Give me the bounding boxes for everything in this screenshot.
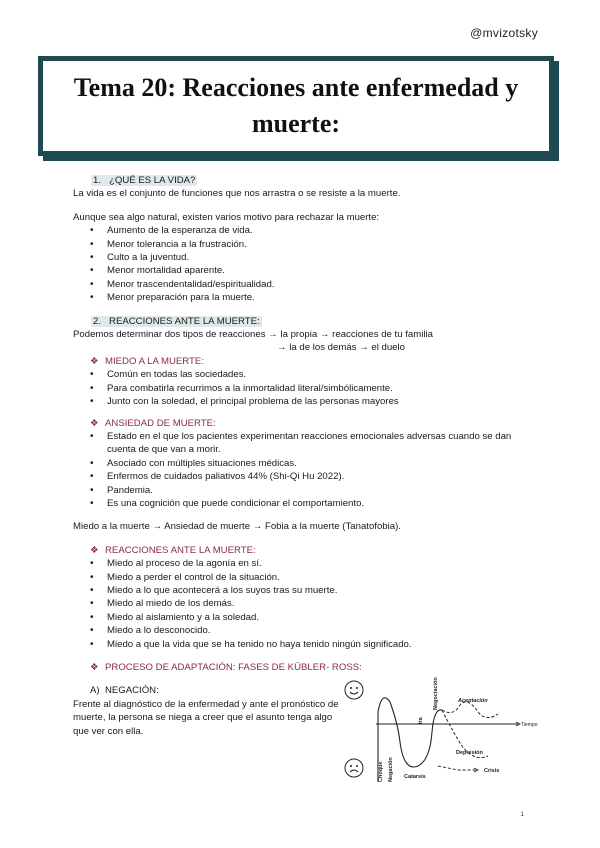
fear-chain: Miedo a la muerte → Ansiedad de muerte → Fobia a la muerte (Tanatofobia). <box>73 521 401 533</box>
proceso-title: PROCESO DE ADAPTACIÓN: FASES DE KÜBLER- ROSS: <box>105 662 362 673</box>
list-item: • Aumento de la esperanza de vida. <box>73 224 533 237</box>
section-2-title: REACCIONES ANTE LA MUERTE: <box>109 315 260 327</box>
miedo-heading <box>73 355 533 368</box>
list-item: • Enfermos de cuidados paliativos 44% (Shi-Qi Hu 2022). <box>73 470 533 483</box>
list-item: • Miedo al miedo de los demás. <box>73 597 533 610</box>
list-item: • Para combatirla recurrimos a la inmortalidad literal/simbólicamente. <box>73 382 533 395</box>
ansiedad-list <box>73 430 533 510</box>
page-title: Tema 20: Reacciones ante enfermedad y muerte: <box>73 73 519 138</box>
section-2-heading <box>91 315 533 328</box>
list-item: • Estado en el que los pacientes experimentan reacciones emocionales adversas cuando se dan cuenta de que van a morir. <box>73 430 533 457</box>
crisis-line <box>438 766 476 770</box>
reacciones-title: REACCIONES ANTE LA MUERTE: <box>105 544 256 556</box>
author-handle: @mvizotsky <box>470 26 538 40</box>
diamond-bullet-icon: ❖ <box>90 417 99 429</box>
list-item: • Miedo al proceso de la agonía en sí. <box>73 557 533 570</box>
negacion-title: NEGACIÓN: <box>104 685 159 697</box>
page-mark: 1 <box>520 812 524 818</box>
section-1-title: ¿QUÉ ES LA VIDA? <box>109 175 196 186</box>
reaction-types-intro: Podemos determinar dos tipos de reacciones → la propia → reacciones de tu familia <box>73 329 433 341</box>
list-item: • Es una cognición que puede condicionar el comportamiento. <box>73 497 533 510</box>
list-item: • Culto a la juventud. <box>73 251 533 264</box>
negacion-text: Frente al diagnóstico de la enfermedad y ante el pronóstico de muerte, la persona se niega a creer que el asunto tenga algo que ver con ella. <box>73 698 339 737</box>
negacion-block <box>73 677 538 783</box>
diagram-label-aceptacion: Aceptación <box>458 698 488 705</box>
document-body <box>73 174 538 783</box>
acceptance-curve <box>442 702 498 718</box>
miedo-title: MIEDO A LA MUERTE: <box>105 355 204 367</box>
diagram-label-negociacion: Negociación <box>433 677 439 711</box>
diagram-label-tiempo: Tiempo <box>521 722 538 729</box>
list-item: • Menor mortalidad aparente. <box>73 264 533 277</box>
diagram-label-ira: Ira <box>418 717 424 725</box>
section-1-heading <box>91 174 533 187</box>
diamond-bullet-icon: ❖ <box>90 544 99 556</box>
list-item: • Común en todas las sociedades. <box>73 368 533 381</box>
diagram-label-choque: Choque <box>378 761 384 783</box>
sad-face-icon <box>345 759 363 777</box>
list-item: • Menor tolerancia a la frustración. <box>73 238 533 251</box>
list-item: • Miedo a lo que acontecerá a los suyos tras su muerte. <box>73 584 533 597</box>
list-item: • Junto con la soledad, el principal problema de las personas mayores <box>73 395 533 408</box>
diagram-label-crisis: Crisis <box>484 768 500 775</box>
happy-face-icon <box>345 681 363 699</box>
list-item: • Menor preparación para la muerte. <box>73 291 533 304</box>
miedo-list <box>73 368 533 408</box>
diagram-label-negacion: Negación <box>388 757 394 783</box>
ansiedad-heading <box>73 417 533 430</box>
life-definition: La vida es el conjunto de funciones que nos arrastra o se resiste a la muerte. <box>73 188 401 200</box>
list-item: • Miedo a lo desconocido. <box>73 624 533 637</box>
list-item: • Pandemia. <box>73 484 533 497</box>
list-item: • Asociado con múltiples situaciones médicas. <box>73 457 533 470</box>
reasons-list <box>73 224 533 304</box>
title-box <box>38 56 554 156</box>
diagram-label-depresion: Depresión <box>456 750 483 757</box>
reacciones-heading <box>73 544 533 557</box>
list-item: • Miedo a perder el control de la situación. <box>73 571 533 584</box>
ansiedad-title: ANSIEDAD DE MUERTE: <box>105 417 216 429</box>
diamond-bullet-icon: ❖ <box>90 662 99 673</box>
section-2-number: 2. <box>93 315 102 327</box>
diagram-label-catarsis: Catarsis <box>404 774 426 781</box>
diamond-bullet-icon: ❖ <box>90 355 99 367</box>
section-1-number: 1. <box>93 175 102 186</box>
list-item: • Miedo a que la vida que se ha tenido no haya tenido ningún significado. <box>73 638 533 651</box>
reaction-types-intro-2: → la de los demás → el duelo <box>277 342 405 354</box>
kubler-ross-curve-diagram <box>338 672 538 800</box>
list-item: • Miedo al aislamiento y a la soledad. <box>73 611 533 624</box>
list-item: • Menor trascendentalidad/espiritualidad. <box>73 278 533 291</box>
negacion-label: A) <box>90 685 100 697</box>
reasons-intro: Aunque sea algo natural, existen varios motivo para rechazar la muerte: <box>73 211 380 223</box>
reacciones-list <box>73 557 533 651</box>
